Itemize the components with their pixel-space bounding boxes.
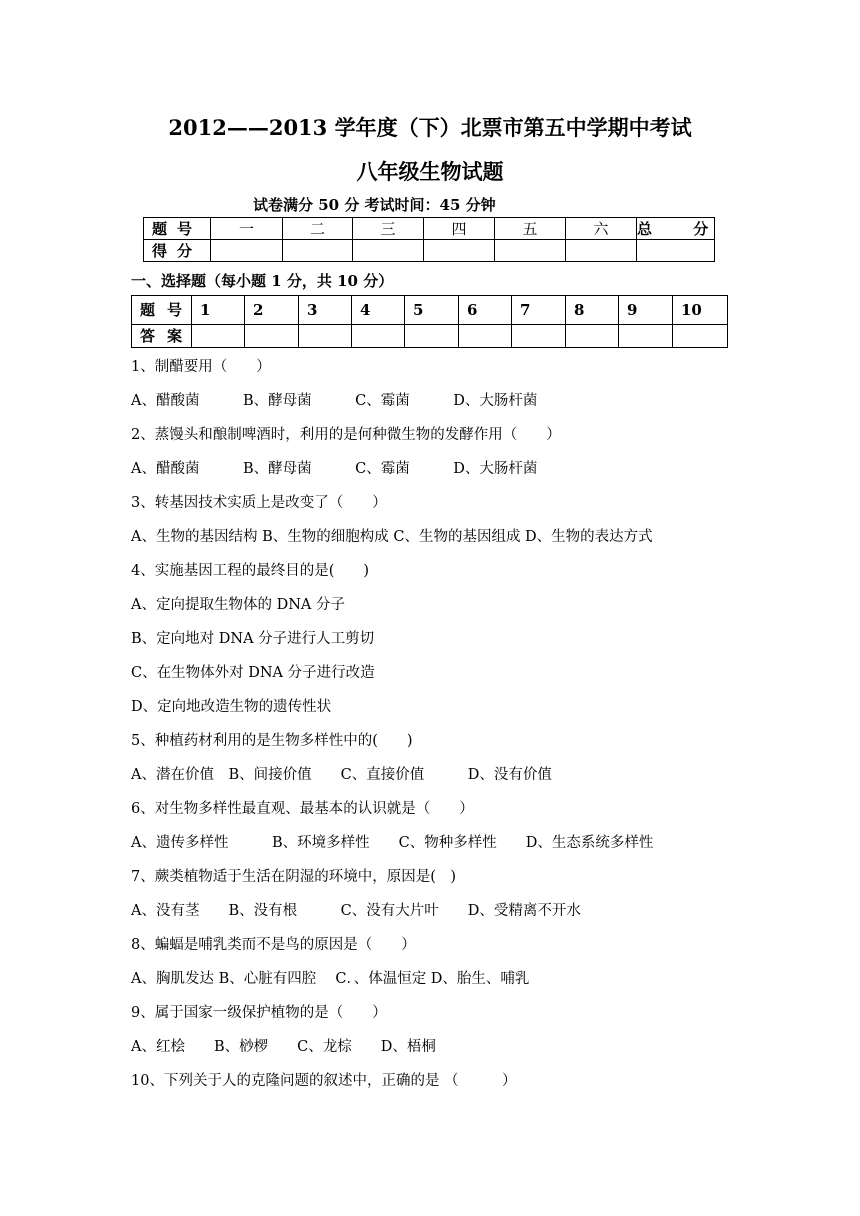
exam-subtitle: 八年级生物试题 xyxy=(356,159,504,184)
question-6: 6、对生物多样性最直观、最基本的认识就是（ ） xyxy=(131,801,474,817)
answer-cell[interactable] xyxy=(299,325,352,348)
question-number: 4 xyxy=(352,296,405,325)
question-6-options: A、遗传多样性 B、环境多样性 C、物种多样性 D、生态系统多样性 xyxy=(131,835,654,851)
answer-table xyxy=(131,295,728,348)
question-3-options: A、生物的基因结构 B、生物的细胞构成 C、生物的基因组成 D、生物的表达方式 xyxy=(131,529,653,545)
score-table-header-row xyxy=(144,218,715,240)
question-9: 9、属于国家一级保护植物的是（ ） xyxy=(131,1005,387,1021)
question-4-option-d: D、定向地改造生物的遗传性状 xyxy=(131,699,332,715)
question-number: 5 xyxy=(405,296,459,325)
question-number: 10 xyxy=(673,296,728,325)
question-5: 5、种植药材利用的是生物多样性中的( ) xyxy=(131,733,413,749)
question-4: 4、实施基因工程的最终目的是( ) xyxy=(131,563,370,579)
score-col-4: 四 xyxy=(424,218,495,240)
answer-table-row-label: 题号 xyxy=(132,296,192,325)
score-cell[interactable] xyxy=(637,240,715,262)
answer-cell[interactable] xyxy=(459,325,512,348)
question-8: 8、蝙蝠是哺乳类而不是鸟的原因是（ ） xyxy=(131,937,416,953)
score-cell[interactable] xyxy=(566,240,637,262)
question-2: 2、蒸馒头和酿制啤酒时，利用的是何种微生物的发酵作用（ ） xyxy=(131,427,561,443)
exam-info: 试卷满分 50 分 考试时间：45 分钟 xyxy=(253,196,496,214)
answer-cell[interactable] xyxy=(566,325,619,348)
answer-cell[interactable] xyxy=(405,325,459,348)
score-table-score-row xyxy=(144,240,715,262)
answer-cell[interactable] xyxy=(352,325,405,348)
question-number: 8 xyxy=(566,296,619,325)
exam-title: 2012——2013 学年度（下）北票市第五中学期中考试 xyxy=(168,115,692,140)
question-7: 7、蕨类植物适于生活在阴湿的环境中，原因是( ) xyxy=(131,869,457,885)
answer-cell[interactable] xyxy=(619,325,673,348)
answer-cell[interactable] xyxy=(673,325,728,348)
score-col-total: 总 分 xyxy=(637,219,727,238)
question-4-option-c: C、在生物体外对 DNA 分子进行改造 xyxy=(131,665,375,681)
question-1: 1、制醋要用（ ） xyxy=(131,359,271,375)
score-col-2: 二 xyxy=(283,218,353,240)
score-table-row-label: 题号 xyxy=(144,218,211,240)
answer-table-answer-row xyxy=(132,325,728,348)
score-cell[interactable] xyxy=(211,240,283,262)
question-3: 3、转基因技术实质上是改变了（ ） xyxy=(131,495,387,511)
question-4-option-b: B、定向地对 DNA 分子进行人工剪切 xyxy=(131,631,375,647)
question-1-options: A、醋酸菌 B、酵母菌 C、霉菌 D、大肠杆菌 xyxy=(131,393,538,409)
score-cell[interactable] xyxy=(353,240,424,262)
question-number: 7 xyxy=(512,296,566,325)
question-4-option-a: A、定向提取生物体的 DNA 分子 xyxy=(131,597,345,613)
question-number: 1 xyxy=(192,296,245,325)
score-col-3: 三 xyxy=(353,218,424,240)
question-7-options: A、没有茎 B、没有根 C、没有大片叶 D、受精离不开水 xyxy=(131,903,581,919)
score-cell[interactable] xyxy=(283,240,353,262)
question-8-options: A、胸肌发达 B、心脏有四腔 C．、体温恒定 D、胎生、哺乳 xyxy=(131,971,530,987)
score-cell[interactable] xyxy=(495,240,566,262)
score-cell[interactable] xyxy=(424,240,495,262)
question-number: 2 xyxy=(245,296,299,325)
answer-cell[interactable] xyxy=(512,325,566,348)
question-10: 10、下列关于人的克隆问题的叙述中，正确的是 （ ） xyxy=(131,1073,517,1089)
question-number: 3 xyxy=(299,296,352,325)
score-col-6: 六 xyxy=(566,218,637,240)
question-number: 6 xyxy=(459,296,512,325)
section-heading-choice: 一、选择题（每小题 1 分，共 10 分） xyxy=(131,272,394,290)
question-number: 9 xyxy=(619,296,673,325)
answer-cell[interactable] xyxy=(192,325,245,348)
score-table xyxy=(143,217,727,262)
question-5-options: A、潜在价值 B、间接价值 C、直接价值 D、没有价值 xyxy=(131,767,552,783)
answer-table-header-row xyxy=(132,296,728,325)
answer-row-label: 答案 xyxy=(132,325,192,348)
answer-cell[interactable] xyxy=(245,325,299,348)
score-row-label: 得分 xyxy=(144,240,211,262)
question-2-options: A、醋酸菌 B、酵母菌 C、霉菌 D、大肠杆菌 xyxy=(131,461,538,477)
score-col-1: 一 xyxy=(211,218,283,240)
score-col-5: 五 xyxy=(495,218,566,240)
question-9-options: A、红桧 B、桫椤 C、龙棕 D、梧桐 xyxy=(131,1039,436,1055)
